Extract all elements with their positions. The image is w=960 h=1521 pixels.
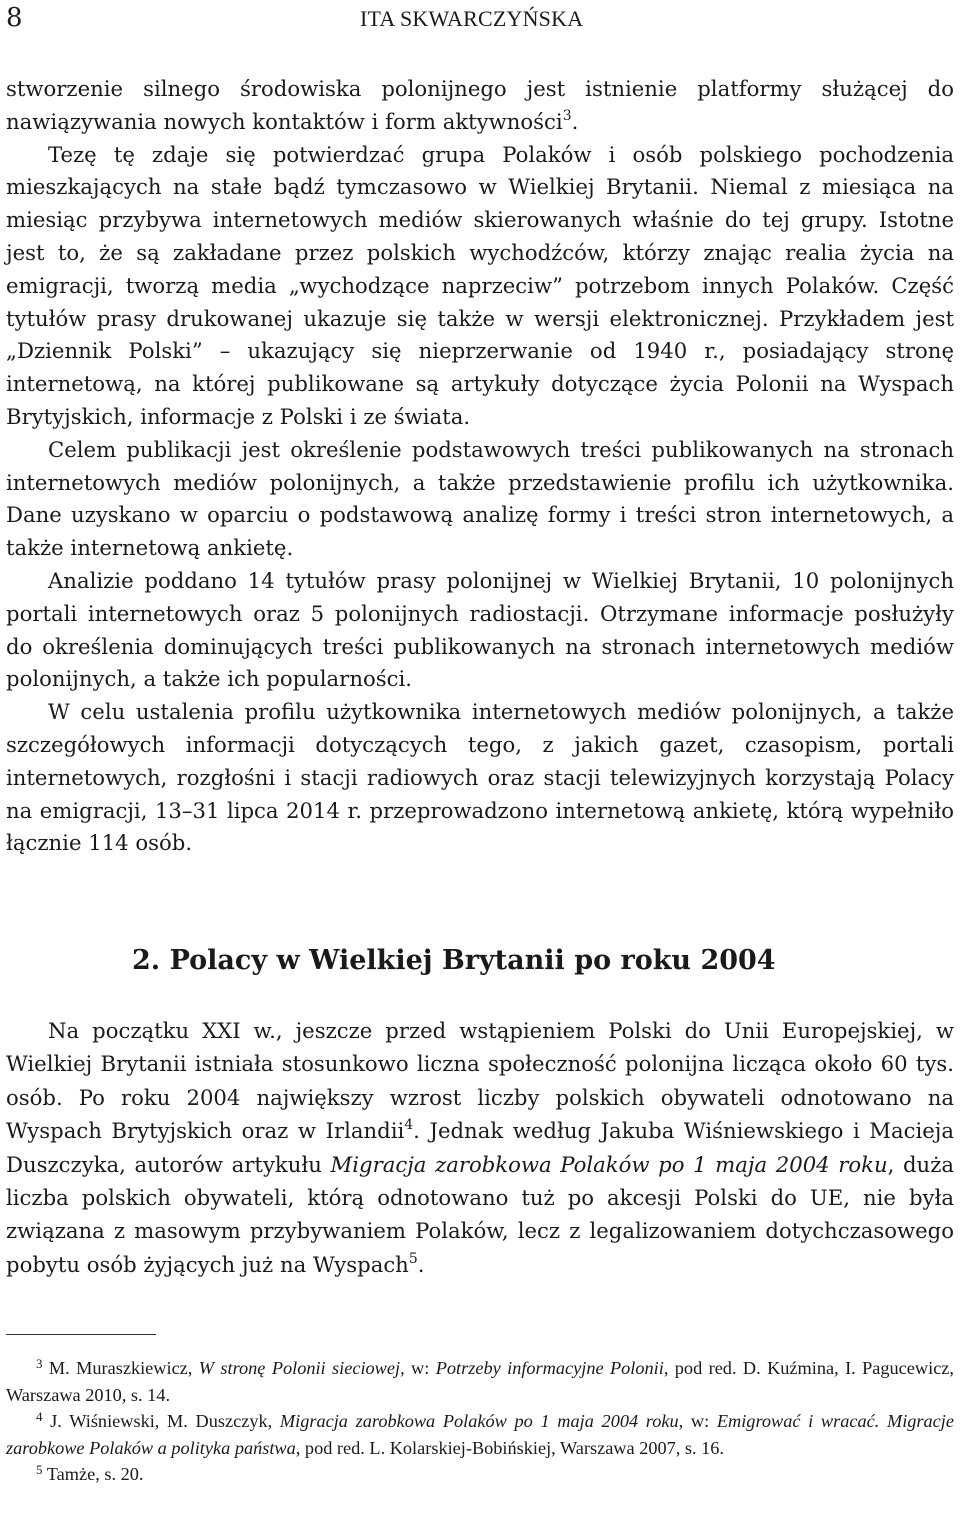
footnote-number: 5 (36, 1462, 43, 1477)
paragraph-text: . (417, 1251, 425, 1277)
paragraph: W celu ustalenia profilu użytkownika internetowych mediów polonijnych, a także szczegółowych informacji dotyczących tego, z jakich gazet, czasopism, portali internetowych, rozgłośni i stacji radiowych oraz stacji telewizyjnych korzystają Polacy na emigracji, 13–31 lipca 2014 r. przeprowadzono internetową ankietę, którą wypełniło łącznie 114 osób. (6, 699, 954, 856)
footnote (6, 1461, 954, 1488)
footnote-text: Tamże, s. 20. (42, 1464, 144, 1484)
footnote-text: , pod red. L. Kolarskiej-Bobińskiej, Warszawa 2007, s. 16. (295, 1437, 725, 1458)
footnote-ref: 3 (562, 107, 572, 124)
footnote-ref: 5 (408, 1250, 418, 1267)
footnote-title: Migracja zarobkowa Polaków po 1 maja 2004 roku (279, 1411, 679, 1431)
paragraph-text: , duża liczba polskich obywateli, którą odnotowano tuż po akcesji Polski do UE, nie była związana z masowym przybywaniem Polaków, lecz z legalizowaniem dotychczasowego pobytu osób żyjących już na Wyspach (6, 1151, 954, 1277)
footnote (6, 1355, 954, 1408)
article-title: Migracja zarobkowa Polaków po 1 maja 2004 roku (330, 1151, 888, 1177)
footnote-number: 4 (36, 1409, 43, 1424)
footnote-title: W stronę Polonii sieciowej (198, 1358, 401, 1378)
footnote-text: J. Wiśniewski, M. Duszczyk, (42, 1411, 280, 1431)
footnote (6, 1408, 954, 1461)
page-number: 8 (6, 3, 23, 33)
paragraph: Tezę tę zdaje się potwierdzać grupa Polaków i osób polskiego pochodzenia mieszkających na stałe bądź tymczasowo w Wielkiej Brytanii. Niemal z miesiąca na miesiąc przybywa internetowych mediów skierowanych właśnie do tej grupy. Istotne jest to, że są zakładane przez polskich wychodźców, którzy znając realia życia na emigracji, tworzą media „wychodzące naprzeciw” potrzebom innych Polaków. Część tytułów prasy drukowanej ukazuje się także w wersji elektronicznej. Przykładem jest „Dziennik Polski” – ukazujący się nieprzerwanie od 1940 r., posiadający stronę internetową, na której publikowane są artykuły dotyczące życia Polonii na Wyspach Brytyjskich, informacje z Polski i ze świata. (6, 141, 954, 429)
section-heading: 2. Polacy w Wielkiej Brytanii po roku 2004 (132, 945, 776, 976)
paragraph: Celem publikacji jest określenie podstawowych treści publikowanych na stronach internetowych mediów polonijnych, a także przedstawienie profilu ich użytkownika. Dane uzyskano w oparciu o podstawową analizę formy i treści stron internetowych, a także internetową ankietę. (6, 436, 954, 561)
footnote-number: 3 (36, 1356, 43, 1371)
footnote-title: Potrzeby informacyjne Polonii (435, 1358, 664, 1378)
paragraph (6, 73, 954, 139)
body-text (6, 73, 954, 860)
footnote-text: , w: (400, 1358, 436, 1378)
paragraph-text: . Jednak według Jakuba Wiśniewskiego i Macieja Duszczyka, autorów artykułu (6, 1118, 954, 1177)
section-body (6, 1014, 954, 1281)
page-header (0, 0, 960, 40)
footnote-text: , w: (678, 1411, 717, 1431)
paragraph: Analizie poddano 14 tytułów prasy polonijnej w Wielkiej Brytanii, 10 polonijnych portali internetowych oraz 5 polonijnych radiostacji. Otrzymane informacje posłużyły do określenia dominujących treści publikowanych na stronach internetowych mediów polonijnych, a także ich popularności. (6, 567, 954, 692)
paragraph-text: Na początku XXI w., jeszcze przed wstąpieniem Polski do Unii Europejskiej, w Wielkiej Brytanii istniała stosunkowo liczna społeczność polonijna licząca około 60 tys. osób. Po roku 2004 największy wzrost liczby polskich obywateli odnotowano na Wyspach Brytyjskich oraz w Irlandii (6, 1018, 954, 1144)
footnote-title: Emigrować i wracać. Migracje zarobkowe Polaków a polityka państwa (6, 1411, 954, 1458)
paragraph (6, 1014, 954, 1281)
footnote-ref: 4 (404, 1117, 414, 1134)
footnote-text: M. Muraszkiewicz, (42, 1358, 199, 1378)
footnote-divider (6, 1334, 156, 1335)
paragraph-text: . (571, 108, 579, 134)
footnotes (6, 1355, 954, 1488)
paragraph-text: stworzenie silnego środowiska polonijnego jest istnienie platformy służącej do nawiązywania nowych kontaktów i form aktywności (6, 76, 954, 134)
running-head: ITA SKWARCZYŃSKA (360, 6, 584, 31)
footnote-text: , pod red. D. Kuźmina, I. Pagucewicz, Warszawa 2010, s. 14. (6, 1358, 954, 1405)
